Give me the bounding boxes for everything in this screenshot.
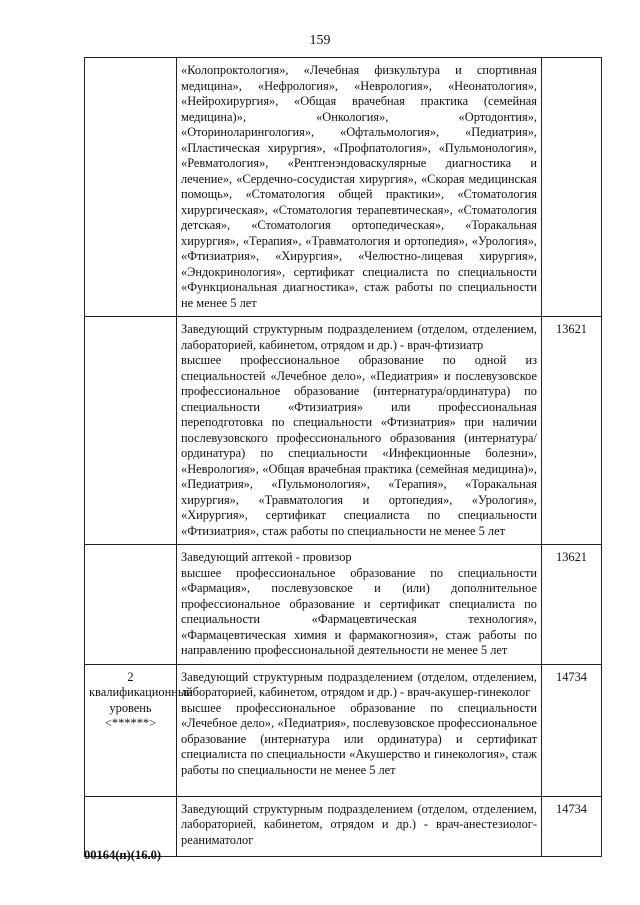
position-title: Заведующий структурным подразделением (отделом, отделением, лабораторией, кабинетом, отрядом и др.) - врач-анестезиолог-реаниматолог <box>181 801 537 847</box>
qualification-level-cell <box>85 796 177 856</box>
qualification-level-cell <box>85 58 177 317</box>
position-requirements: «Колопроктология», «Лечебная физкультура и спортивная медицина», «Нефрология», «Неврология», «Неонатология», «Нейрохирургия», «Общая врачебная практика (семейная медицина)», «Онкология», «Ортодонтия», «Оториноларингология», «Офтальмология», «Педиатрия», «Пластическая хирургия», «Профпатология», «Пульмонология», «Ревматология», «Рентгенэндоваскулярные диагностика и лечение», «Сердечно-сосудистая хирургия», «Скорая медицинская помощь», «Стоматология общей практики», «Стоматология хирургическая», «Стоматология терапевтическая», «Стоматология детская», «Стоматология ортопедическая», «Торакальная хирургия», «Терапия», «Травматология и ортопедия», «Урология», «Фтизиатрия», «Хирургия», «Челюстно-лицевая хирургия», «Эндокринология», сертификат специалиста по специальности «Функциональная диагностика», стаж работы по специальности не менее 5 лет <box>181 63 537 310</box>
table-row <box>85 317 602 545</box>
page-number: 159 <box>309 33 331 48</box>
qualification-level-cell <box>85 545 177 665</box>
position-title: Заведующий структурным подразделением (отделом, отделением, лабораторией, кабинетом, отрядом и др.) - врач-фтизиатр <box>181 322 537 352</box>
table-row <box>85 796 602 856</box>
qualification-table <box>84 57 602 857</box>
table-row <box>85 664 602 796</box>
table-row <box>85 58 602 317</box>
salary-cell: 14734 <box>542 796 602 856</box>
position-requirements: высшее профессиональное образование по специальности «Фармация», послевузовское и (или) дополнительное профессиональное образование и сертификат специалиста по специальности «Фармацевтическая технология», «Фармацевтическая химия и фармакогнозия», стаж работы по направлению профессиональной деятельности не менее 5 лет <box>181 565 537 657</box>
position-title: Заведующий структурным подразделением (отделом, отделением, лабораторией, кабинетом, отрядом и др.) - врач-акушер-гинеколог <box>181 669 537 699</box>
position-requirements: высшее профессиональное образование по одной из специальностей «Лечебное дело», «Педиатрия» и послевузовское профессиональное образование (интернатура/ординатура) по специальности «Фтизиатрия» или профессиональная переподготовка по специальности «Фтизиатрия» при наличии послевузовского профессионального образования (интернатура/ординатура) по специальности «Инфекционные болезни», «Неврология», «Общая врачебная практика (семейная медицина)», «Педиатрия», «Пульмонология», «Терапия», «Торакальная хирургия», «Травматология и ортопедия», «Урология», «Хирургия», сертификат специалиста по специальности «Фтизиатрия», стаж работы по специальности не менее 5 лет <box>181 353 537 538</box>
position-requirements-cell <box>177 317 542 545</box>
salary-cell: 13621 <box>542 545 602 665</box>
qualification-level: 2 квалификационный уровень <box>89 669 193 715</box>
position-requirements-cell <box>177 664 542 796</box>
qualification-level-cell <box>85 317 177 545</box>
position-title: Заведующий аптекой - провизор <box>181 550 352 564</box>
table-row <box>85 545 602 665</box>
position-requirements-cell <box>177 545 542 665</box>
salary-cell: 13621 <box>542 317 602 545</box>
position-requirements: высшее профессиональное образование по специальности «Лечебное дело», «Педиатрия», послевузовское профессиональное образование (интернатура или ординатура) и сертификат специалиста по специальности «Акушерство и гинекология», стаж работы по специальности не менее 5 лет <box>181 700 537 777</box>
position-requirements-cell <box>177 796 542 856</box>
salary-cell: 14734 <box>542 664 602 796</box>
position-requirements-cell <box>177 58 542 317</box>
qualification-level-cell <box>85 664 193 796</box>
qualification-level-code: <******> <box>104 716 157 730</box>
salary-cell <box>542 58 602 317</box>
document-code: 00164(п)(16.0) <box>84 848 161 862</box>
